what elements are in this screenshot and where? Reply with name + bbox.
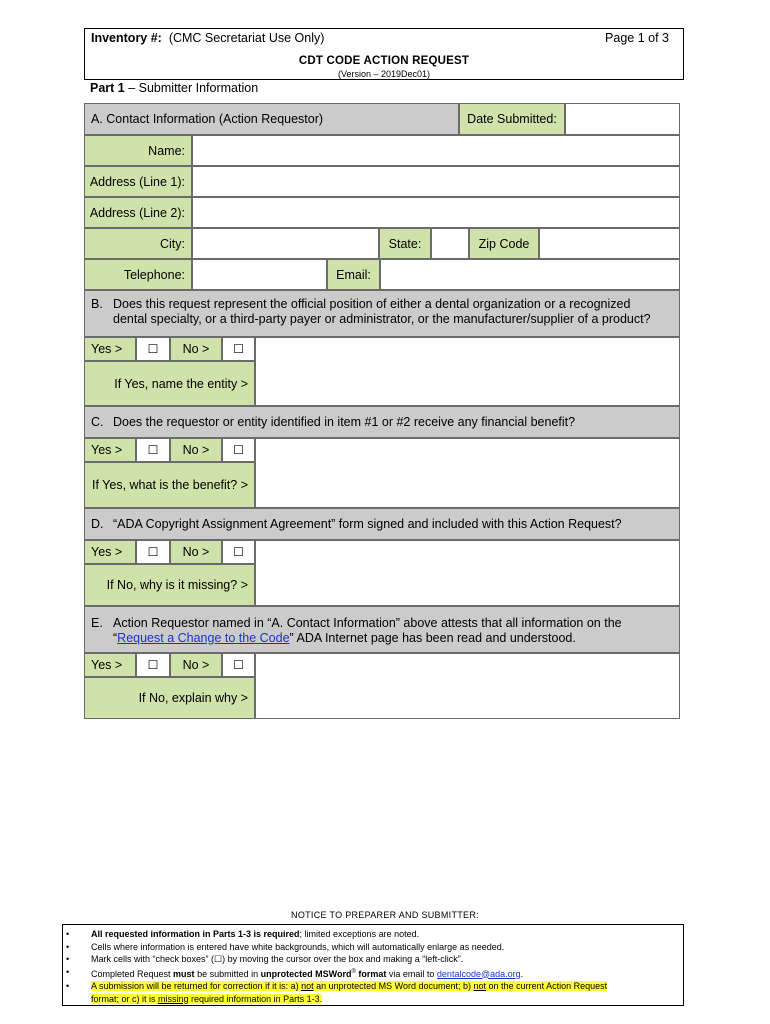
request-change-link[interactable]: Request a Change to the Code [117,631,290,645]
section-d-reason-field[interactable] [255,540,680,606]
zip-code-label: Zip Code [469,228,539,259]
section-b-line1: Does this request represent the official position of either a dental organization or a recognized [113,297,631,311]
section-b-question [84,290,680,337]
section-d-followup-label: If No, why is it missing? > [84,564,255,606]
notice-item [63,980,683,1005]
part-title: – Submitter Information [124,81,259,95]
bullet: • [66,954,70,964]
email-label: Email: [327,259,380,290]
registered-mark: ® [351,968,356,975]
section-e-yes-label: Yes > [84,653,136,677]
section-e-line1: Action Requestor named in “A. Contact Information” above attests that all information on the [113,616,622,630]
notice-item [63,928,683,941]
address-line2-field[interactable] [192,197,680,228]
section-c-no-checkbox[interactable]: ☐ [222,438,255,462]
notice-return-d: format; or c) it is [91,993,159,1004]
address-line1-label: Address (Line 1): [84,166,192,197]
bullet: • [66,981,70,991]
state-field[interactable] [431,228,469,259]
section-c-followup-label: If Yes, what is the benefit? > [84,462,255,508]
city-field[interactable] [192,228,379,259]
section-c-question [84,406,680,438]
section-c-no-label: No > [170,438,222,462]
bullet: • [66,929,70,939]
section-a-title: A. Contact Information (Action Requestor) [84,103,459,135]
notice-submit-text-2: be submitted in [194,968,261,979]
section-b-no-checkbox[interactable]: ☐ [222,337,255,361]
section-e-yes-checkbox[interactable]: ☐ [136,653,170,677]
notice-submit-text: Completed Request [91,968,174,979]
zip-code-field[interactable] [539,228,680,259]
notice-title: NOTICE TO PREPARER AND SUBMITTER: [291,910,479,920]
notice-white-cells-text: Cells where information is entered have white backgrounds, which will automatically enlarge as needed. [91,941,505,952]
section-e-no-label: No > [170,653,222,677]
section-c-line1: Does the requestor or entity identified in item #1 or #2 receive any financial benefit? [113,415,576,429]
form-version: (Version – 2019Dec01) [337,69,431,79]
notice-box [62,924,684,1006]
section-c-benefit-field[interactable] [255,438,680,508]
notice-required-text: All requested information in Parts 1-3 is required [91,929,300,939]
section-b-yes-label: Yes > [84,337,136,361]
section-e-number: E. [91,616,103,630]
section-b-yes-checkbox[interactable]: ☐ [136,337,170,361]
part-heading [90,81,258,95]
section-b-followup-label: If Yes, name the entity > [84,361,255,406]
notice-not-2: not [473,981,487,991]
notice-return-a: A submission will be returned for correction if it is: a) [91,981,302,991]
bullet: • [66,966,70,977]
notice-item [63,966,683,981]
section-d-question [84,508,680,540]
state-label: State: [379,228,431,259]
notice-return-b: an unprotected MS Word document; b) [313,981,474,991]
telephone-field[interactable] [192,259,327,290]
notice-must-text: must [173,968,195,979]
date-submitted-field[interactable] [565,103,680,135]
notice-format-text: unprotected MSWord [260,968,352,979]
notice-return-text [91,981,607,991]
section-d-no-label: No > [170,540,222,564]
section-b-entity-field[interactable] [255,337,680,406]
name-label: Name: [84,135,192,166]
notice-format-word: format [355,968,387,979]
inventory-line [91,31,324,45]
part-label: Part 1 [90,81,125,95]
section-d-yes-checkbox[interactable]: ☐ [136,540,170,564]
section-b-number: B. [91,297,103,311]
section-d-no-checkbox[interactable]: ☐ [222,540,255,564]
bullet: • [66,941,70,952]
notice-missing: missing [158,993,189,1004]
notice-return-text-2 [91,994,322,1004]
section-c-yes-label: Yes > [84,438,136,462]
form-title: CDT CODE ACTION REQUEST [298,55,470,67]
notice-period: . [520,968,524,979]
date-submitted-label: Date Submitted: [459,103,565,135]
email-field[interactable] [380,259,680,290]
inventory-value: (CMC Secretariat Use Only) [168,31,325,45]
page-number: Page 1 of 3 [605,31,669,45]
dentalcode-email-link[interactable]: dentalcode@ada.org [436,968,521,979]
section-e-quote-open: “ [113,631,118,645]
address-line1-field[interactable] [192,166,680,197]
section-d-yes-label: Yes > [84,540,136,564]
section-e-explain-field[interactable] [255,653,680,719]
section-b-line2: dental specialty, or a third-party payer or administrator, or the manufacturer/supplier of a product? [113,312,651,326]
section-b-no-label: No > [170,337,222,361]
section-e-line2-rest: ” ADA Internet page has been read and understood. [289,631,576,645]
notice-return-e: required information in Parts 1-3. [188,993,323,1004]
section-d-number: D. [91,517,104,531]
notice-not-1: not [301,981,314,991]
section-c-number: C. [91,415,104,429]
section-c-yes-checkbox[interactable]: ☐ [136,438,170,462]
section-e-no-checkbox[interactable]: ☐ [222,653,255,677]
name-field[interactable] [192,135,680,166]
city-label: City: [84,228,192,259]
inventory-label: Inventory #: [91,31,162,45]
form-header [84,28,684,80]
section-d-line1: “ADA Copyright Assignment Agreement” form signed and included with this Action Request? [113,517,622,531]
notice-checkbox-text: Mark cells with “check boxes” (☐) by moving the cursor over the box and making a “left-click”. [91,954,464,964]
notice-email-prefix: via email to [386,968,437,979]
notice-item [63,953,683,966]
notice-item [63,941,683,954]
section-e-followup-label: If No, explain why > [84,677,255,719]
notice-return-c: on the current Action Request [486,981,608,991]
address-line2-label: Address (Line 2): [84,197,192,228]
telephone-label: Telephone: [84,259,192,290]
notice-required-rest: ; limited exceptions are noted. [299,929,420,939]
section-e-question [84,606,680,653]
